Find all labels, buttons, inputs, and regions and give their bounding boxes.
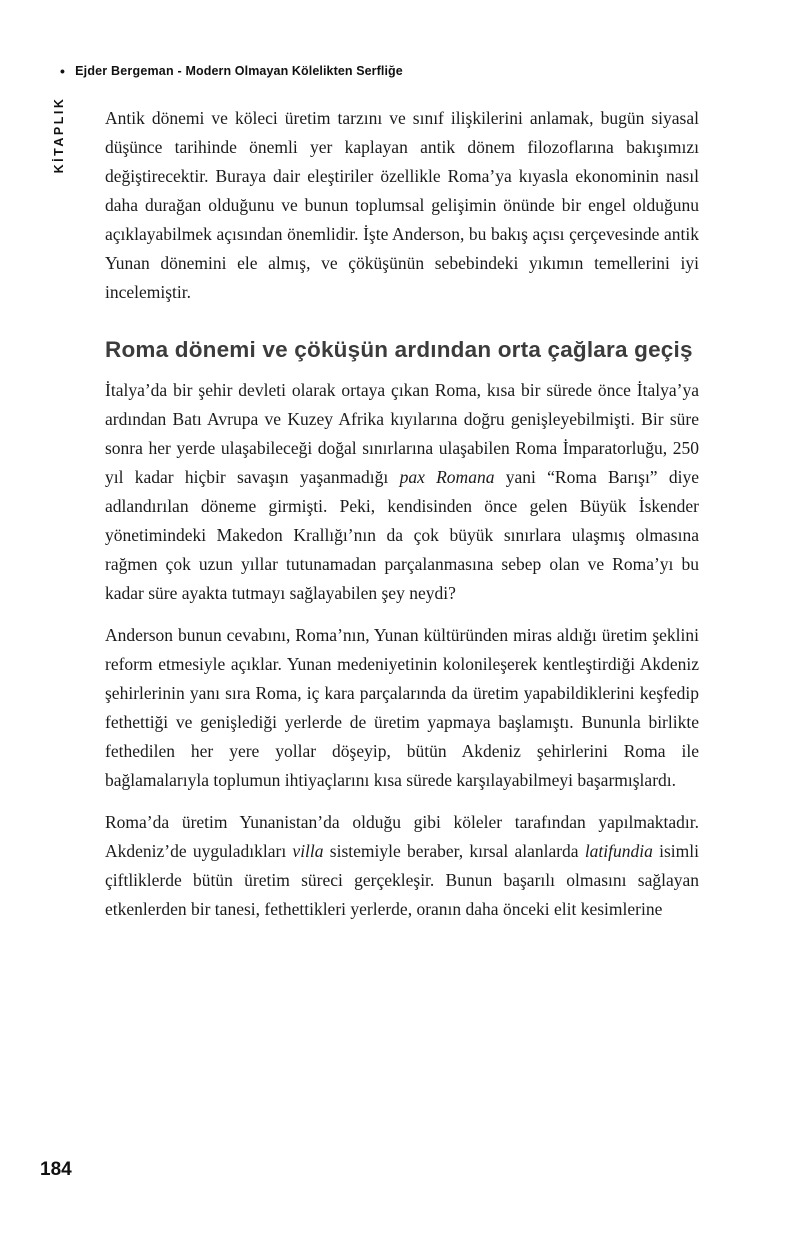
paragraph-4-text: Roma’da üretim Yunanistan’da olduğu gibi köleler tarafından yapılmaktadır. Akdeniz’de uyguladıkları bbox=[105, 812, 699, 861]
paragraph-1: Antik dönemi ve köleci üretim tarzını ve sınıf ilişkilerini anlamak, bugün siyasal düşünce tarihinde önemli yer kaplayan antik dönem filozoflarına bakışımızı değiştirecektir. Buraya dair eleştiriler özellikle Roma’ya kıyasla ekonominin nasıl daha durağan olduğunu ve bunun toplumsal gelişimin önünde bir engel olduğunu açıklayabilmek açısından önemlidir. İşte Anderson, bu bakış açısı çerçevesinde antik Yunan dönemini ele almış, ve çöküşünün sebebindeki yıkımın temellerini iyi incelemiştir. bbox=[105, 108, 699, 302]
header-bullet-icon: • bbox=[60, 63, 66, 79]
page-body bbox=[105, 104, 699, 924]
paragraph-4 bbox=[105, 808, 699, 924]
margin-section-label: KİTAPLIK bbox=[52, 96, 66, 174]
section-heading: Roma dönemi ve çöküşün ardından orta çağlara geçiş bbox=[105, 337, 693, 362]
header-author: Ejder Bergeman bbox=[75, 64, 174, 78]
paragraph-3: Anderson bunun cevabını, Roma’nın, Yunan kültüründen miras aldığı üretim şeklini reform etmesiyle açıklar. Yunan medeniyetinin kolonileşerek kentleştirdiği Akdeniz şehirlerinin yanı sıra Roma, iç kara parçalarında da üretim yapabildiklerini keşfedip fethettiği ve genişlediği yerlerde de üretim yapmaya başlamıştı. Bununla birlikte fethedilen her yere yollar döşeyip, bütün Akdeniz şehirlerini Roma ile bağlamalarıyla toplumun ihtiyaçlarını kısa sürede karşılayabilmeyi başarmışlardı. bbox=[105, 625, 699, 790]
paragraph-4-italic-term-latifundia: latifundia bbox=[584, 841, 653, 861]
running-header bbox=[60, 63, 718, 79]
paragraph-4-text-cont: sistemiyle beraber, kırsal alanlarda bbox=[323, 841, 585, 861]
header-book-title: Modern Olmayan Kölelikten Serfliğe bbox=[185, 64, 403, 78]
paragraph-2-text-cont: yani “Roma Barışı” diye adlandırılan döneme girmişti. Peki, kendisinden önce gelen Büyük İskender yönetimindeki Makedon Krallığı’nın da çok büyük sınırlara ulaşmış olmasına rağmen çok uzun yıllar tutunamadan parçalanmasına sebep olan ve Roma’yı bu kadar süre ayakta tutmayı sağlayabilen şey neydi? bbox=[105, 467, 699, 603]
paragraph-4-italic-term-villa: villa bbox=[292, 841, 324, 861]
paragraph-2-text: İtalya’da bir şehir devleti olarak ortaya çıkan Roma, kısa bir sürede önce İtalya’ya ardından Batı Avrupa ve Kuzey Afrika kıyılarına doğru genişleyebilmişti. Bir süre sonra her yerde ulaşabileceği doğal sınırlarına ulaşabilen Roma İmparatorluğu, 250 yıl kadar hiçbir savaşın yaşanmadığı bbox=[105, 380, 699, 487]
header-separator: - bbox=[173, 64, 186, 78]
paragraph-2-italic-term: pax Romana bbox=[399, 467, 495, 487]
paragraph-4-text-end: isimli çiftliklerde bütün üretim süreci gerçekleşir. Bunun başarılı olmasını sağlayan etkenlerden bir tanesi, fethettikleri yerlerde, oranın daha önceki elit kesimlerine bbox=[105, 841, 699, 919]
page-number: 184 bbox=[40, 1159, 72, 1180]
paragraph-2 bbox=[105, 376, 699, 608]
